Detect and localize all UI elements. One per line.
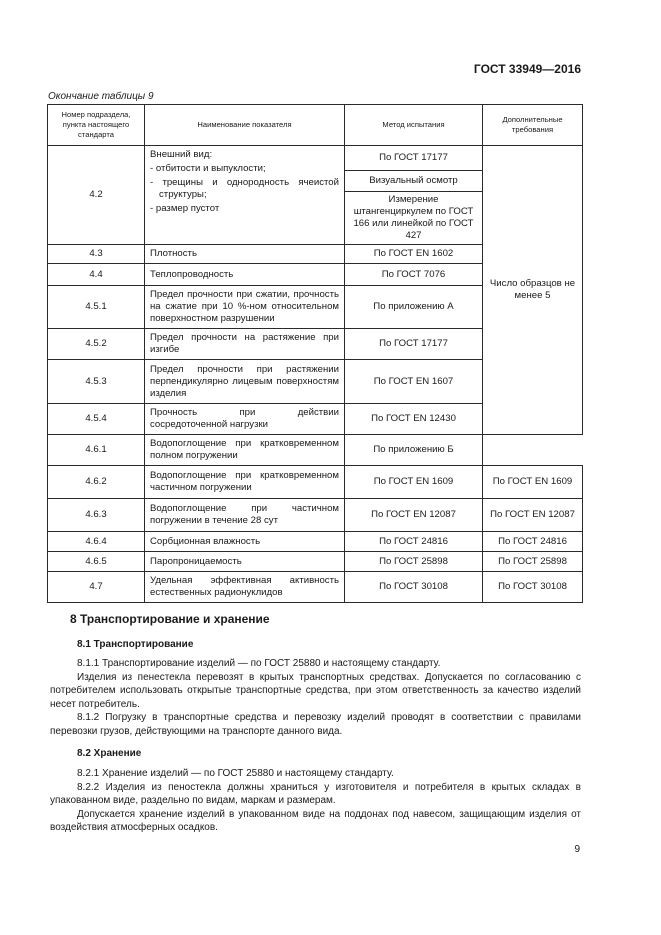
row-indicator xyxy=(145,146,345,245)
col-header-method: Метод испытания xyxy=(345,105,483,146)
row-number: 4.2 xyxy=(48,146,145,245)
appearance-item: - размер пустот xyxy=(150,203,220,214)
col-header-number: Номер подраздела, пункта настоящего стандарта xyxy=(48,105,145,146)
table-row xyxy=(48,552,583,572)
row-number: 4.6.3 xyxy=(48,499,145,532)
row-method: По ГОСТ 25898 xyxy=(345,552,483,572)
paragraph: Допускается хранение изделий в упакованном виде на поддонах под навесом, защищающим изделия от воздействия атмосферных осадков. xyxy=(50,808,581,833)
document-code: ГОСТ 33949—2016 xyxy=(473,62,581,76)
row-method: По приложению А xyxy=(345,286,483,329)
paragraph: Изделия из пенестекла перевозят в крытых транспортных средствах. Допускается по согласованию с потребителем использовать открытые транспортные средства, при этом ответственность за качество изделий несет потребитель. xyxy=(50,671,581,710)
paragraph: 8.2.1 Хранение изделий — по ГОСТ 25880 и настоящему стандарту. xyxy=(77,768,394,779)
row-method: По ГОСТ 17177 xyxy=(345,146,483,171)
row-additional: По ГОСТ EN 12087 xyxy=(483,499,583,532)
row-additional: По ГОСТ EN 1609 xyxy=(483,466,583,499)
paragraph-group xyxy=(50,657,581,738)
table-row xyxy=(48,532,583,552)
table-row xyxy=(48,466,583,499)
row-number: 4.3 xyxy=(48,245,145,264)
row-method: По ГОСТ 30108 xyxy=(345,572,483,603)
appearance-title: Внешний вид: xyxy=(150,149,213,160)
row-number: 4.5.4 xyxy=(48,404,145,435)
row-indicator: Прочность при действии сосредоточенной нагрузки xyxy=(145,404,345,435)
row-method: По ГОСТ EN 1609 xyxy=(345,466,483,499)
paragraph: 8.1.1 Транспортирование изделий — по ГОСТ 25880 и настоящему стандарту. xyxy=(77,658,441,669)
subsection-title: 8.1 Транспортирование xyxy=(77,639,194,650)
col-header-indicator: Наименование показателя xyxy=(145,105,345,146)
row-indicator: Предел прочности при растяжении перпендикулярно лицевым поверхностям изделия xyxy=(145,360,345,404)
row-additional: По ГОСТ 30108 xyxy=(483,572,583,603)
row-method: По ГОСТ 17177 xyxy=(345,329,483,360)
table-9 xyxy=(47,104,583,603)
table-caption: Окончание таблицы 9 xyxy=(48,91,154,102)
row-indicator: Теплопроводность xyxy=(145,264,345,286)
row-indicator: Паропроницаемость xyxy=(145,552,345,572)
table-header-row xyxy=(48,105,583,146)
row-indicator: Плотность xyxy=(145,245,345,264)
row-indicator: Водопоглощение при частичном погружении в течение 28 сут xyxy=(145,499,345,532)
appearance-item: - трещины и однородность ячеистой структуры; xyxy=(150,177,339,200)
paragraph: 8.2.2 Изделия из пеностекла должны храниться у изготовителя и потребителя в крытых складах в упакованном виде, раздельно по видам, маркам и размерам. xyxy=(50,781,581,806)
row-method: По приложению Б xyxy=(345,435,483,466)
merged-additional-requirement: Число образцов не менее 5 xyxy=(483,146,583,435)
row-number: 4.4 xyxy=(48,264,145,286)
row-number: 4.5.2 xyxy=(48,329,145,360)
row-additional: По ГОСТ 25898 xyxy=(483,552,583,572)
row-indicator: Водопоглощение при кратковременном частичном погружении xyxy=(145,466,345,499)
row-method: По ГОСТ EN 12430 xyxy=(345,404,483,435)
row-method: По ГОСТ EN 1602 xyxy=(345,245,483,264)
table-row xyxy=(48,146,583,171)
table-row xyxy=(48,572,583,603)
paragraph-group xyxy=(50,767,581,835)
section-title: 8 Транспортирование и хранение xyxy=(70,612,270,626)
row-method: Визуальный осмотр xyxy=(345,171,483,192)
row-indicator: Предел прочности при сжатии, прочность на сжатие при 10 %-ном относительном поверхностном разрушении xyxy=(145,286,345,329)
row-method: По ГОСТ EN 1607 xyxy=(345,360,483,404)
paragraph: 8.1.2 Погрузку в транспортные средства и перевозку изделий проводят в соответствии с правилами перевозки грузов, действующими на транспорте данного вида. xyxy=(50,712,581,737)
table-row xyxy=(48,499,583,532)
subsection-title: 8.2 Хранение xyxy=(77,748,142,759)
row-indicator: Сорбционная влажность xyxy=(145,532,345,552)
row-indicator: Предел прочности на растяжение при изгибе xyxy=(145,329,345,360)
row-number: 4.5.3 xyxy=(48,360,145,404)
row-method: По ГОСТ 24816 xyxy=(345,532,483,552)
row-additional: По ГОСТ 24816 xyxy=(483,532,583,552)
row-number: 4.6.5 xyxy=(48,552,145,572)
row-number: 4.6.1 xyxy=(48,435,145,466)
row-method: Измерение штангенциркулем по ГОСТ 166 или линейкой по ГОСТ 427 xyxy=(345,192,483,245)
row-method: По ГОСТ EN 12087 xyxy=(345,499,483,532)
col-header-additional: Дополнительные требования xyxy=(483,105,583,146)
appearance-item: - отбитости и выпуклости; xyxy=(150,163,266,174)
row-number: 4.6.2 xyxy=(48,466,145,499)
row-indicator: Водопоглощение при кратковременном полном погружении xyxy=(145,435,345,466)
row-indicator: Удельная эффективная активность естественных радионуклидов xyxy=(145,572,345,603)
row-number: 4.7 xyxy=(48,572,145,603)
page-number: 9 xyxy=(574,844,580,855)
row-number: 4.5.1 xyxy=(48,286,145,329)
table-row xyxy=(48,435,583,466)
row-method: По ГОСТ 7076 xyxy=(345,264,483,286)
row-number: 4.6.4 xyxy=(48,532,145,552)
